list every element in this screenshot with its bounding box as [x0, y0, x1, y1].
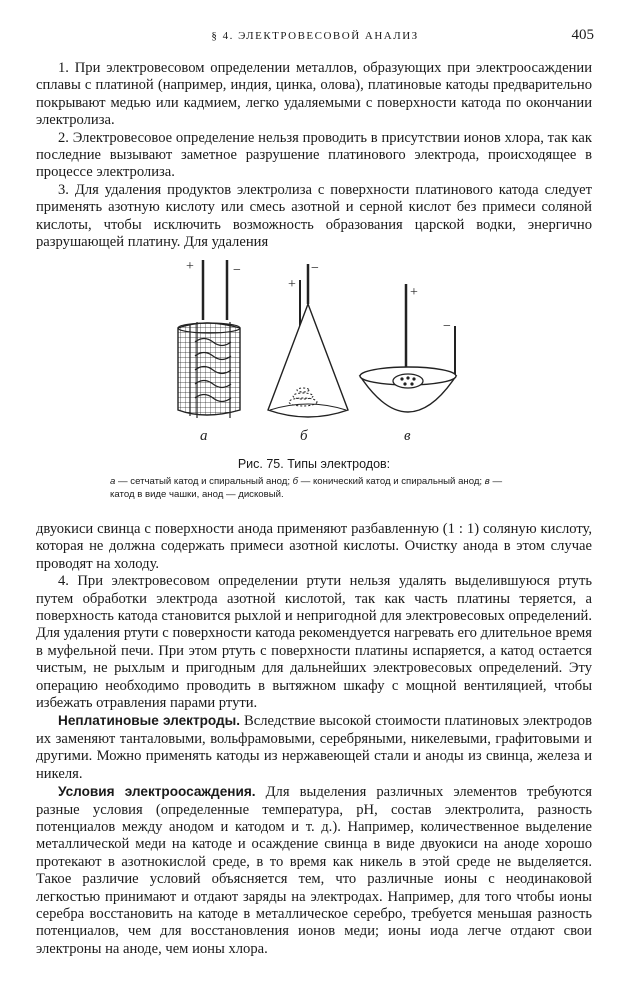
paragraph-4: 4. При электровесовом определении ртути нельзя удалять выделившуюся ртуть путем обработки электрода азотной кислотой, так как часть платины теряется, а поверхность катода становится рыхлой и непригодной для электровесовых определений. Для удаления ртути с поверхности катода рекомендуется нагревать его длительное время в муфельной печи. При этом ртуть с поверхности платины испаряется, а катод остается чистым, не рыхлым и пригодным для дальнейших электровесовых определений. Эту операцию необходимо проводить в вытяжном шкафу с мощной вентиляцией, чтобы избежать отравления парами ртути. — [36, 573, 592, 712]
figure-letter-b: б — [300, 428, 308, 444]
conical-cathode-electrode — [268, 264, 348, 417]
legend-text-a: — сетчатый катод и спиральный анод; — [115, 476, 293, 487]
minus-sign-c: − — [443, 319, 451, 334]
text-electrodeposition-conditions: Для выделения различных элементов требуются разные условия (определенные температура, pH, состав электролита, разность потенциалов между анодом и катодом и т. д.). Например, количественное выделение металлической меди на катоде и осаждение свинца в виде двуокиси на аноде хорошо протекают в азотнокислой среде, в то время как никель в этой среде не выделяется. Такое различие условий объясняется тем, что различные ионы с неодинаковой легкостью принимают и отдают заряды на электродах. Например, для того чтобы ионы серебра восстановить на катоде в металлическое серебро, требуется меньшая разность потенциалов, чем для восстановления ионов меди; ионы иода легче отдают свои электроны на аноде, чем ионы хлора. — [36, 784, 593, 957]
plus-sign-a: + — [186, 259, 194, 274]
electrodes-drawing — [150, 252, 480, 452]
paragraph-1: 1. При электровесовом определении металлов, образующих при электроосаждении сплавы с платиной (например, индия, цинка, олова), платиновые катоды предварительно покрывают медью или кадмием, легко удаляемыми с поверхности катода по окончании электролиза. — [36, 60, 592, 129]
dish-cathode-electrode — [360, 284, 456, 412]
mesh-cathode-electrode — [178, 260, 240, 418]
heading-electrodeposition-conditions: Условия электроосаждения. — [58, 784, 256, 800]
text-block-top — [36, 60, 592, 251]
paragraph-nonplatinum — [36, 712, 592, 783]
legend-letter-a: а — [110, 476, 116, 487]
paragraph-continuation: двуокиси свинца с поверхности анода применяют разбавленную (1 : 1) соляную кислоту, которая не должна содержать примеси азотной кислоты. Очистку анода в этом случае проводят на холоду. — [36, 521, 592, 572]
plus-sign-c: + — [410, 285, 418, 300]
legend-text-c: — катод в виде чашки, анод — дисковый. — [110, 476, 503, 500]
text-nonplatinum-electrodes: Вследствие высокой стоимости платиновых электродов их заменяют танталовыми, вольфрамовыми, серебряными, никелевыми, графитовыми и другими. Можно применять катоды из нержавеющей стали и аноды из свинца, железа и никеля. — [36, 713, 592, 782]
minus-sign-b: − — [311, 261, 319, 276]
figure-75-electrodes — [150, 252, 480, 452]
heading-nonplatinum-electrodes: Неплатиновые электроды. — [58, 713, 241, 729]
legend-letter-c: в — [484, 476, 490, 487]
figure-legend — [110, 476, 520, 501]
section-title: § 4. ЭЛЕКТРОВЕСОВОЙ АНАЛИЗ — [211, 30, 419, 42]
figure-letter-c: в — [404, 428, 411, 444]
paragraph-conditions — [36, 783, 592, 958]
figure-caption: Рис. 75. Типы электродов: — [237, 457, 391, 471]
text-block-bottom — [36, 521, 592, 958]
running-header — [36, 26, 594, 48]
figure-letter-a: а — [200, 428, 208, 444]
plus-sign-b: + — [288, 277, 296, 292]
page-number: 405 — [571, 27, 594, 43]
legend-text-b: — конический катод и спиральный анод; — [298, 476, 485, 487]
paragraph-2: 2. Электровесовое определение нельзя проводить в присутствии ионов хлора, так как последние вызывают заметное разрушение платинового электрода, происходящее в процессе электролиза. — [36, 129, 592, 181]
legend-letter-b: б — [292, 476, 299, 487]
minus-sign-a: − — [233, 263, 241, 278]
paragraph-3: 3. Для удаления продуктов электролиза с поверхности платинового катода следует применять азотную кислоту или смесь азотной и серной кислот без примеси соляной кислоты, чтобы исключить возможность образования царской водки, энергично разрушающей платину. Для удаления — [36, 181, 592, 251]
